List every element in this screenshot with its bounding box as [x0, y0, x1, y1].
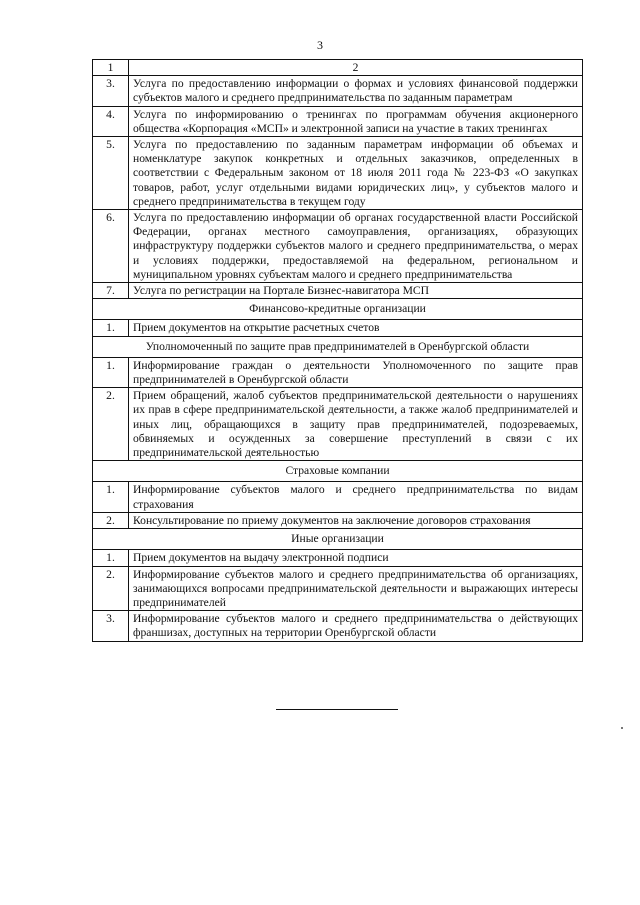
table-row	[93, 210, 583, 283]
row-text: Информирование субъектов малого и среднего предпринимательства об организациях, занимающихся вопросами предпринимательской деятельности и выражающих интересы предпринимателей	[129, 566, 583, 611]
table-header-row	[93, 60, 583, 76]
table-row	[93, 283, 583, 299]
row-text: Прием документов на выдачу электронной подписи	[129, 550, 583, 566]
row-number: 6.	[93, 210, 129, 283]
table-row	[93, 106, 583, 136]
scan-mark	[621, 727, 623, 729]
row-number: 3.	[93, 611, 129, 641]
column-header-service: 2	[129, 60, 583, 76]
table-row	[93, 512, 583, 528]
section-title: Страховые компании	[93, 461, 583, 482]
table-row	[93, 482, 583, 512]
row-text: Услуга по предоставлению информации о формах и условиях финансовой поддержки субъектов малого и среднего предпринимательства по заданным параметрам	[129, 76, 583, 106]
section-header-finance	[93, 299, 583, 320]
section-header-insurance	[93, 461, 583, 482]
table-row	[93, 388, 583, 461]
section-header-other	[93, 529, 583, 550]
section-title: Иные организации	[93, 529, 583, 550]
closing-rule	[276, 709, 398, 710]
row-text: Услуга по регистрации на Портале Бизнес-навигатора МСП	[129, 283, 583, 299]
row-text: Информирование субъектов малого и среднего предпринимательства по видам страхования	[129, 482, 583, 512]
row-text: Консультирование по приему документов на заключение договоров страхования	[129, 512, 583, 528]
table-row	[93, 76, 583, 106]
section-title: Уполномоченный по защите прав предпринимателей в Оренбургской области	[93, 336, 583, 357]
row-number: 3.	[93, 76, 129, 106]
page-number: 3	[317, 38, 323, 52]
table-row	[93, 320, 583, 336]
table-row	[93, 550, 583, 566]
row-text: Услуга по информированию о тренингах по программам обучения акционерного общества «Корпорация «МСП» и электронной записи на участие в таких тренингах	[129, 106, 583, 136]
table-row	[93, 357, 583, 387]
section-title: Финансово-кредитные организации	[93, 299, 583, 320]
row-text: Информирование граждан о деятельности Уполномоченного по защите прав предпринимателей в Оренбургской области	[129, 357, 583, 387]
row-text: Услуга по предоставлению информации об органах государственной власти Российской Федерации, органах местного самоуправления, организациях, образующих инфраструктуру поддержки субъектов малого и среднего предпринимательства, о мерах и условиях поддержки, предоставляемой на федеральном, региональном и муниципальном уровнях субъектам малого и среднего предпринимательства	[129, 210, 583, 283]
row-number: 7.	[93, 283, 129, 299]
row-number: 2.	[93, 512, 129, 528]
services-table	[92, 59, 583, 642]
row-number: 1.	[93, 550, 129, 566]
row-text: Информирование субъектов малого и среднего предпринимательства о действующих франшизах, доступных на территории Оренбургской области	[129, 611, 583, 641]
row-text: Прием обращений, жалоб субъектов предпринимательской деятельности о нарушениях их прав в сфере предпринимательской деятельности, а также жалоб предпринимателей и иных лиц, обращающихся в защиту прав предпринимателей, подозреваемых, обвиняемых и осужденных за совершение преступлений в связи с их предпринимательской деятельностью	[129, 388, 583, 461]
row-text: Прием документов на открытие расчетных счетов	[129, 320, 583, 336]
row-number: 2.	[93, 566, 129, 611]
row-number: 1.	[93, 320, 129, 336]
row-number: 2.	[93, 388, 129, 461]
row-number: 4.	[93, 106, 129, 136]
row-text: Услуга по предоставлению по заданным параметрам информации об объемах и номенклатуре закупок конкретных и отдельных заказчиков, определенных в соответствии с Федеральным законом от 18 июля 2011 года № 223-ФЗ «О закупках товаров, работ, услуг отдельными видами юридических лиц», у субъектов малого и среднего предпринимательства в текущем году	[129, 137, 583, 210]
table-row	[93, 611, 583, 641]
section-header-ombudsman	[93, 336, 583, 357]
table-row	[93, 566, 583, 611]
table-row	[93, 137, 583, 210]
row-number: 1.	[93, 357, 129, 387]
row-number: 1.	[93, 482, 129, 512]
row-number: 5.	[93, 137, 129, 210]
column-header-number: 1	[93, 60, 129, 76]
